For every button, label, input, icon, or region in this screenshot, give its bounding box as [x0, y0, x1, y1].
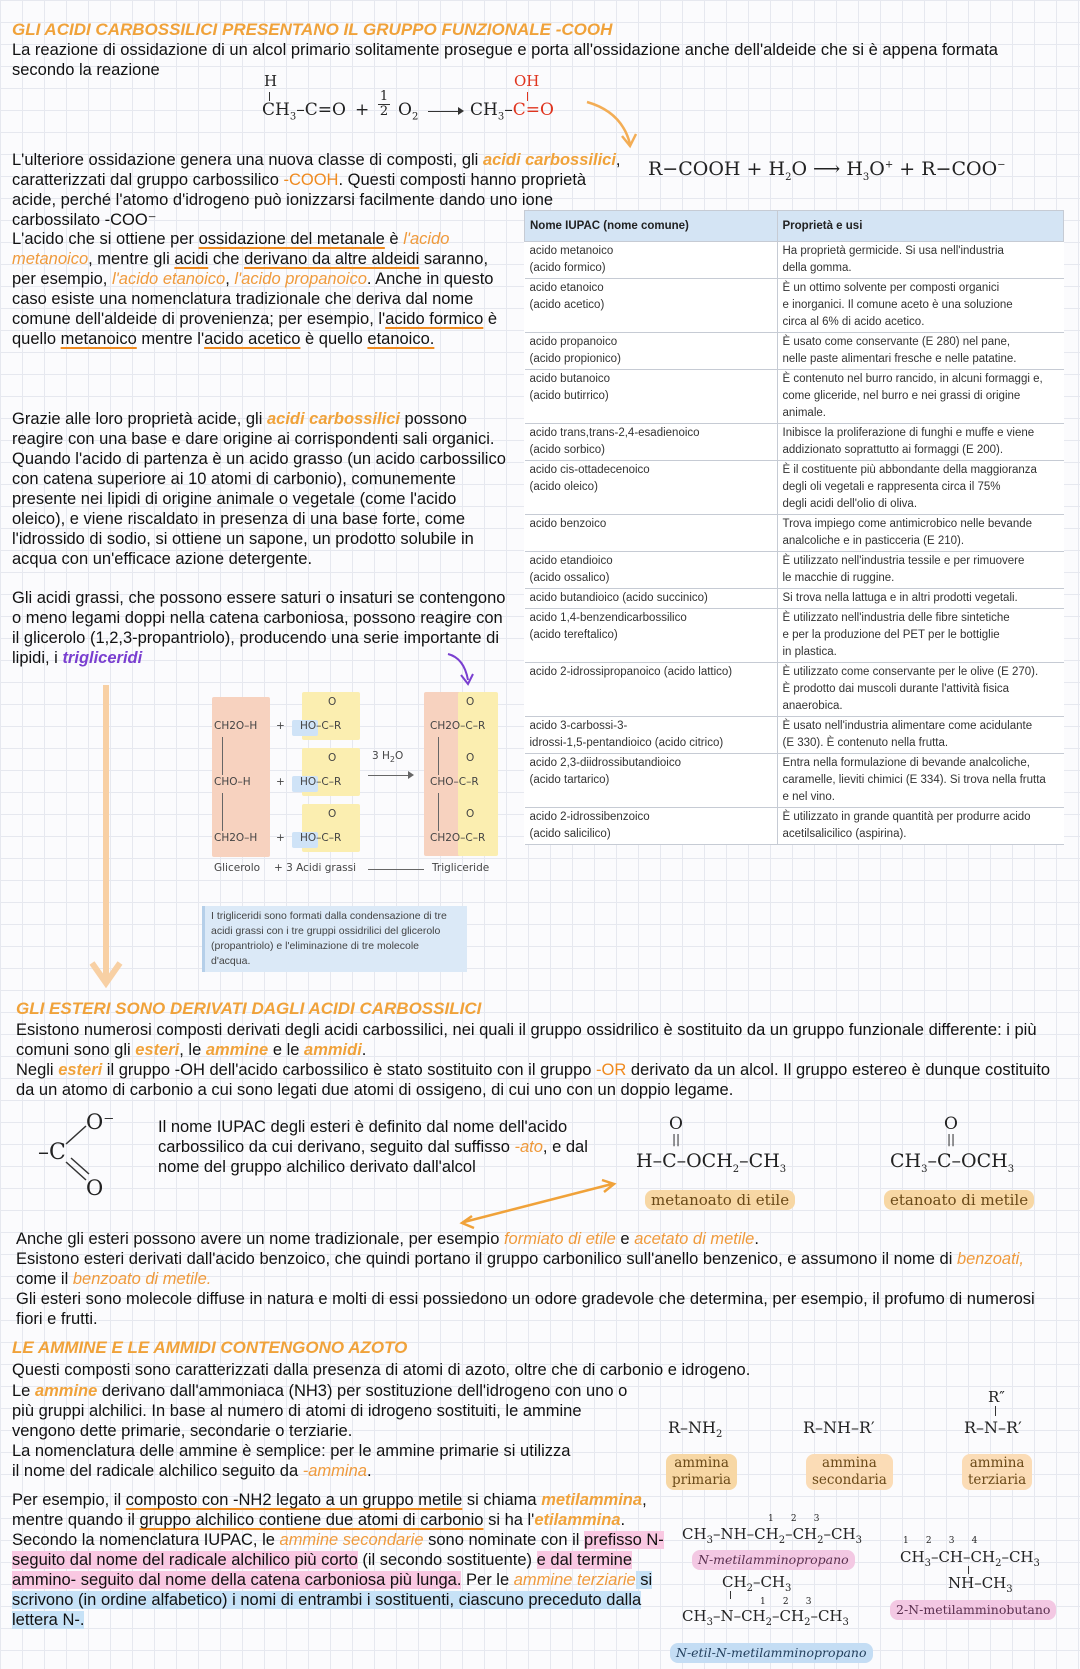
label-acidi-grassi: + 3 Acidi grassi [274, 862, 357, 874]
down-arrow [88, 685, 124, 990]
acid-name-cell: acido benzoico [525, 515, 778, 552]
ester2-formula: $CH_3-C-OCH_3$ [890, 1150, 1015, 1175]
amine-tertiary-label: ammina terziaria [962, 1454, 1032, 1490]
section3-paragraph1: Questi composti sono caratterizzati dalla presenza di atomi di azoto, oltre che di carbonio e idrogeno. [12, 1361, 751, 1379]
bond-line [222, 737, 223, 775]
ester2-name: etanoato di metile [884, 1190, 1034, 1210]
bond-line [730, 1591, 731, 1599]
section3-paragraph2: Le ammine derivano dall'ammoniaca (NH3) per sostituzione dell'idrogeno con uno o più gruppi alchilici. In base al numero di atomi di idrogeno sostituiti, le ammine vengono dette primarie, secondarie o terziarie. [12, 1382, 628, 1440]
acid-uses-cell: È usato nell'industria alimentare come acidulante (E 330). È contenuto nella frutta. [777, 717, 1064, 754]
table-header-row [525, 211, 1064, 242]
acid-name-cell: acido etanoico (acido acetico) [525, 279, 778, 333]
bond-line [995, 1406, 996, 1416]
acid-row-3: HO–C–R [300, 832, 342, 844]
amine-tertiary-r: R″ [988, 1388, 1005, 1406]
reaction1-reactant: $CH_3-C=O$ [262, 100, 346, 123]
section2-paragraph4: Anche gli esteri possono avere un nome tradizionale, per esempio formiato di etile e acetato di metile. [16, 1230, 759, 1248]
section2-paragraph1: Esistono numerosi composti derivati degli acidi carbossilici, nei quali il gruppo ossidrilico è sostituito da un gruppo funzionale differente: i più comuni sono gli esteri, le ammine e le ammidi. [16, 1021, 1037, 1059]
table-header-name: Nome IUPAC (nome comune) [525, 211, 778, 242]
acid-uses-cell: È utilizzato come conservante per le olive (E 270). È prodotto dai muscoli durante l'attività fisica anaerobica. [777, 663, 1064, 717]
table-row [525, 461, 1064, 515]
acid-uses-cell: Si trova nella lattuga e in altri prodotti vegetali. [777, 589, 1064, 609]
section2-heading: GLI ESTERI SONO DERIVATI DAGLI ACIDI CARBOSSILICI [16, 999, 482, 1018]
glycerol-row-3: CH2O–H [214, 832, 258, 844]
reaction-arrow [368, 869, 424, 870]
ester-group-c: –C [38, 1140, 66, 1165]
label-trigliceride: Trigliceride [432, 862, 490, 874]
table-row [525, 242, 1064, 279]
ex3-numbers: 1 2 3 [760, 1597, 812, 1607]
acid-name-cell: acido 1,4-benzendicarbossilico (acido tereftalico) [525, 609, 778, 663]
trig-o-3: O [466, 808, 475, 820]
trig-row-1: CH2O–C–R [430, 720, 486, 732]
acid-uses-cell: Ha proprietà germicide. Si usa nell'industria della gomma. [777, 242, 1064, 279]
double-bond: || [947, 1132, 956, 1146]
ex2-substituent: $NH-CH_3$ [948, 1574, 1013, 1595]
ester-bonds [62, 1118, 92, 1188]
acid-o-1: O [328, 696, 337, 708]
reaction1-oh: OH [514, 72, 540, 90]
ex3-top: $CH_2-CH_3$ [722, 1573, 792, 1594]
section1-paragraph4: Gli acidi grassi, che possono essere saturi o insaturi se contengono o meno legami doppi nella catena carboniosa, possono reagire con il glicerolo (1,2,3-propantriolo), producendo una serie importante di lipidi, i trigliceridi [12, 589, 506, 667]
trig-o-1: O [466, 696, 475, 708]
reaction1-o2: $O_2$ [398, 100, 419, 123]
amine-secondary-label: ammina secondaria [806, 1454, 893, 1490]
acid-name-cell: acido butanoico (acido butirrico) [525, 370, 778, 424]
water-label: 3 $H_2O$ [372, 750, 404, 765]
ex2-numbers: 1 2 3 4 [903, 1536, 978, 1546]
reaction-arrow-head [408, 771, 414, 779]
acids-table [524, 210, 1064, 845]
trig-row-3: CH2O–C–R [430, 832, 486, 844]
ex3-name: N-etil-N-metilamminopropano [670, 1643, 873, 1663]
table-row [525, 717, 1064, 754]
acid-row-2: HO–C–R [300, 776, 342, 788]
acid-name-cell: acido 3-carbossi-3- idrossi-1,5-pentandioico (acido citrico) [525, 717, 778, 754]
acid-o-3: O [328, 808, 337, 820]
table-row [525, 609, 1064, 663]
trig-row-2: CHO–C–R [430, 776, 479, 788]
amine-primary-formula: $R-NH_2$ [668, 1418, 723, 1441]
triglyceride-caption: I trigliceridi sono formati dalla condensazione di tre acidi grassi con i tre gruppi ossidrilici del glicerolo (propantriolo) e l'eliminazione di tre molecole d'acqua. [202, 906, 467, 972]
acid-name-cell: acido 2-idrossipropanoico (acido lattico) [525, 663, 778, 717]
ex3-formula: $CH_3-N-CH_2-CH_2-CH_3$ [682, 1607, 849, 1628]
section1-heading: GLI ACIDI CARBOSSILICI PRESENTANO IL GRUPPO FUNZIONALE -COOH [12, 20, 613, 39]
section2-paragraph2: Negli esteri il gruppo -OH dell'acido carbossilico è stato sostituito con il gruppo -OR derivato da un alcol. Il gruppo estereo è dunque costituito da un atomo di carbonio a cui sono legati due atomi di ossigeno, di cui uno con un doppio legame. [16, 1061, 1051, 1099]
bond-line [968, 1566, 969, 1574]
ester-group-o: O [86, 1176, 104, 1200]
acid-uses-cell: Entra nella formulazione di bevande analcoliche, caramelle, lieviti chimici (E 334). Si trova nella frutta e nel vino. [777, 754, 1064, 808]
trig-o-2: O [466, 752, 475, 764]
reaction1-h: H [264, 72, 278, 90]
reaction1-plus: + [355, 100, 370, 120]
double-bond: || [672, 1132, 681, 1146]
ex1-numbers: 1 2 3 [768, 1514, 820, 1524]
section3-paragraph3: La nomenclatura delle ammine è semplice: per le ammine primarie si utilizza il nome del radicale alchilico seguito da -ammina. [12, 1442, 571, 1480]
acid-uses-cell: È utilizzato in grande quantità per produrre acido acetilsalicilico (aspirina). [777, 808, 1064, 845]
reaction1-product: $CH_3-C=O$ [470, 100, 554, 123]
plus-2: + [276, 776, 285, 788]
section1-paragraph3: Grazie alle loro proprietà acide, gli acidi carbossilici possono reagire con una base e dare origine ai corrispondenti sali organici. Quando l'acido di partenza è un acido grasso (un acido carbossilico con catena superiore ai 10 atomi di carbonio), comunemente presente nei lipidi di origine animale o vegetale (come l'acido oleico), e viene riscaldato in presenza di una base forte, come l'idrossido di sodio, si ottiene un sapone, un prodotto solubile in acqua con un'efficace azione detergente. [12, 410, 506, 568]
ester1-o: O [669, 1114, 683, 1134]
table-row [525, 279, 1064, 333]
section3-paragraph4: Per esempio, il composto con -NH2 legato a un gruppo metile si chiama metilammina, mentre quando il gruppo alchilico contiene due atomi di carbonio si ha l'etilammina. Secondo la nomenclatura IUPAC, le ammine secondarie sono nominate con il prefisso N- seguito dal nome del radicale alchilico più corto (il secondo sostituente) e dal termine ammino- seguito dal nome della catena carboniosa più lunga. Per le ammine terziarie si scrivono (in ordine alfabetico) i nomi di entrambi i sostituenti, ciascuno preceduto dalla lettera N-. [12, 1491, 664, 1629]
acid-o-2: O [328, 752, 337, 764]
amine-secondary-formula: R–NH–R′ [803, 1418, 875, 1437]
ester-group-o-minus: O⁻ [86, 1110, 115, 1134]
purple-arrow [446, 650, 476, 690]
amine-tertiary-formula: R–N–R′ [964, 1418, 1022, 1437]
label-glicerolo: Glicerolo [214, 862, 261, 874]
section1-paragraph1: L'ulteriore ossidazione genera una nuova classe di composti, gli acidi carbossilici, caratterizzati dal gruppo carbossilico -COOH. Questi composti hanno proprietà acide, perché l'atomo d'idrogeno può ionizzarsi facilmente dando uno ione carbossilato -COO⁻ [12, 151, 621, 229]
ester2-o: O [944, 1114, 958, 1134]
table-header-uses: Proprietà e usi [777, 211, 1064, 242]
ex1-formula: $CH_3-NH-CH_2-CH_2-CH_3$ [682, 1525, 862, 1546]
section2-paragraph3: Il nome IUPAC degli esteri è definito dal nome dell'acido carbossilico da cui derivano, seguito dal suffisso -ato, e dal nome del gruppo alchilico derivato dall'alcol [158, 1118, 588, 1176]
table-row [525, 754, 1064, 808]
acid-uses-cell: Trova impiego come antimicrobico nelle bevande analcoliche e in pasticceria (E 210). [777, 515, 1064, 552]
reaction1-fraction: 1 2 [379, 89, 389, 119]
acids-table-body [525, 242, 1064, 845]
acid-uses-cell: È un ottimo solvente per composti organici e inorganici. Il comune aceto è una soluzione circa al 6% di acido acetico. [777, 279, 1064, 333]
reaction-arrow [368, 775, 412, 776]
acid-uses-cell: È utilizzato nell'industria delle fibre sintetiche e per la produzione del PET per le bottiglie in plastica. [777, 609, 1064, 663]
bond-line [222, 793, 223, 831]
curved-arrow [582, 94, 642, 154]
acid-name-cell: acido trans,trans-2,4-esadienoico (acido sorbico) [525, 424, 778, 461]
reaction-arrow-head [458, 107, 464, 115]
acid-name-cell: acido butandioico (acido succinico) [525, 589, 778, 609]
table-row [525, 552, 1064, 589]
acid-name-cell: acido cis-ottadecenoico (acido oleico) [525, 461, 778, 515]
table-row [525, 370, 1064, 424]
plus-1: + [276, 720, 285, 732]
section2-paragraph6: Gli esteri sono molecole diffuse in natura e molti di essi possiedono un odore gradevole che determina, per esempio, il profumo di numerosi fiori e frutti. [16, 1290, 1035, 1328]
ex2-name: 2-N-metilamminobutano [890, 1600, 1056, 1620]
section2-paragraph5: Esistono esteri derivati dall'acido benzoico, che quindi portano il gruppo carbonilico sull'anello benzenico, e assumono il nome di benzoati, come il benzoato di metile. [16, 1250, 1024, 1288]
bond-line [438, 737, 439, 775]
acid-uses-cell: È il costituente più abbondante della maggioranza degli oli vegetali e rappresenta circa il 75% degli acidi dell'olio di oliva. [777, 461, 1064, 515]
acid-uses-cell: È usato come conservante (E 280) nel pane, nelle paste alimentari fresche e nelle patatine. [777, 333, 1064, 370]
ester1-formula: $H-C-OCH_2-CH_3$ [636, 1150, 787, 1175]
section1-intro: La reazione di ossidazione di un alcol primario solitamente prosegue e porta all'ossidazione anche dell'aldeide che si è appena formata secondo la reazione [12, 41, 998, 79]
acid-name-cell: acido etandioico (acido ossalico) [525, 552, 778, 589]
ex1-name: N-metilamminopropano [692, 1550, 855, 1570]
glycerol-row-2: CHO–H [214, 776, 251, 788]
glycerol-row-1: CH2O–H [214, 720, 258, 732]
table-row [525, 424, 1064, 461]
acid-name-cell: acido propanoico (acido propionico) [525, 333, 778, 370]
table-row [525, 663, 1064, 717]
plus-3: + [276, 832, 285, 844]
amine-primary-label: ammina primaria [666, 1454, 737, 1490]
section1-paragraph2: L'acido che si ottiene per ossidazione del metanale è l'acido metanoico, mentre gli acidi che derivano da altre aldeidi saranno, per esempio, l'acido etanoico, l'acido propanoico. Anche in questo caso esiste una nomenclatura tradizionale che deriva dal nome comune dell'aldeide di provenienza; per esempio, l'acido formico è quello metanoico mentre l'acido acetico è quello etanoico. [12, 230, 498, 348]
table-row [525, 808, 1064, 845]
acid-uses-cell: Inibisce la proliferazione di funghi e muffe e viene addizionato soprattutto ai formaggi (E 200). [777, 424, 1064, 461]
section3-heading: LE AMMINE E LE AMMIDI CONTENGONO AZOTO [12, 1338, 408, 1357]
acid-row-1: HO–C–R [300, 720, 342, 732]
double-arrow [456, 1176, 622, 1230]
acid-name-cell: acido 2,3-diidrossibutandioico (acido tartarico) [525, 754, 778, 808]
acid-name-cell: acido metanoico (acido formico) [525, 242, 778, 279]
ex2-formula: $CH_3-CH-CH_2-CH_3$ [900, 1548, 1040, 1569]
acid-uses-cell: È utilizzato nell'industria tessile e per rimuovere le macchie di ruggine. [777, 552, 1064, 589]
ester1-name: metanoato di etile [645, 1190, 795, 1210]
acid-uses-cell: È contenuto nel burro rancido, in alcuni formaggi e, come gliceride, nel burro e nei grassi di origine animale. [777, 370, 1064, 424]
ionization-equation: R−COOH + $H_2O$ ⟶ $H_3O^+ + R-COO^-$ [648, 158, 1006, 183]
reaction-arrow [428, 111, 462, 112]
acid-name-cell: acido 2-idrossibenzoico (acido salicilico) [525, 808, 778, 845]
table-row [525, 589, 1064, 609]
table-row [525, 515, 1064, 552]
table-row [525, 333, 1064, 370]
bond-line [438, 793, 439, 831]
